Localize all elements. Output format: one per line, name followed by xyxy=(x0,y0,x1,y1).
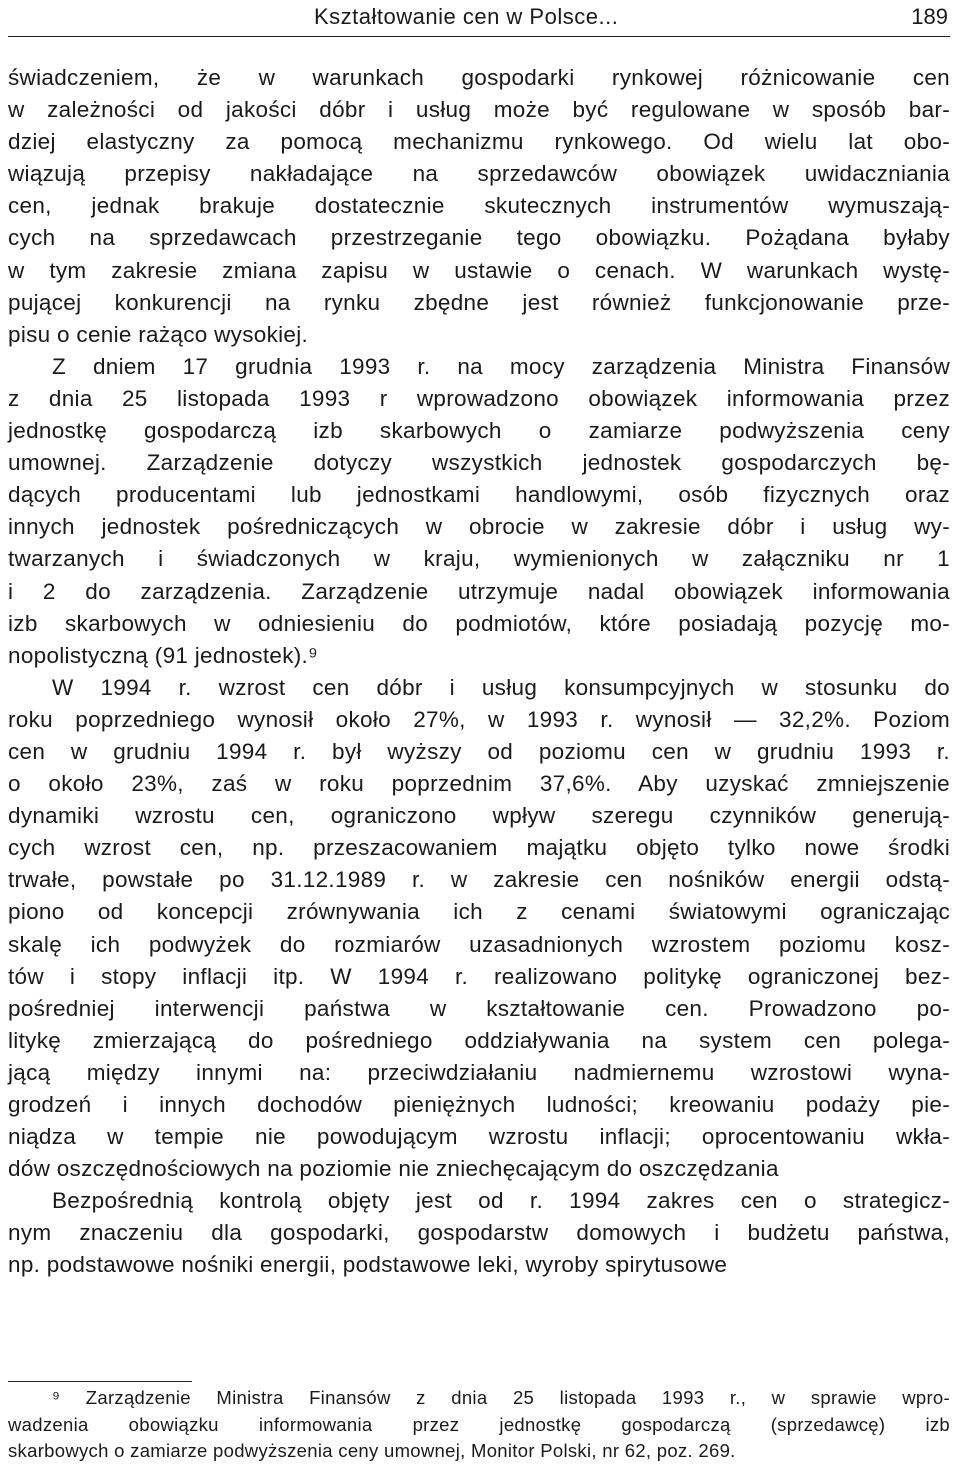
text-line: dynamiki wzrostu cen, ograniczono wpływ szeregu czynników generują- xyxy=(8,803,950,829)
text-line: dów oszczędnościowych na poziomie nie zniechęcającym do oszczędzania xyxy=(8,1156,779,1182)
paragraph xyxy=(8,62,950,351)
footnote-line: ⁹ Zarządzenie Ministra Finansów z dnia 25 listopada 1993 r., w sprawie wpro- xyxy=(52,1387,950,1408)
text-line: W 1994 r. wzrost cen dóbr i usług konsumpcyjnych w stosunku do xyxy=(52,674,950,700)
text-line: świadczeniem, że w warunkach gospodarki rynkowej różnicowanie cen xyxy=(8,65,950,90)
text-line: pośredniej interwencji państwa w kształtowanie cen. Prowadzono po- xyxy=(8,995,950,1021)
text-line: niądza w tempie nie powodującym wzrostu inflacji; oprocentowaniu wkła- xyxy=(8,1124,950,1150)
text-line: Z dniem 17 grudnia 1993 r. na mocy zarządzenia Ministra Finansów xyxy=(52,353,950,379)
text-line: grodzeń i innych dochodów pieniężnych ludności; kreowaniu podaży pie- xyxy=(8,1092,950,1117)
text-line: pisu o cenie rażąco wysokiej. xyxy=(8,321,309,347)
text-line: piono od koncepcji zrównywania ich z cenami światowymi ograniczając xyxy=(8,899,950,925)
text-line: cych wzrost cen, np. przeszacowaniem majątku objęto tylko nowe środki xyxy=(8,835,950,861)
footnote-rule xyxy=(8,1381,192,1382)
footnote-line: skarbowych o zamiarze podwyższenia ceny umownej, Monitor Polski, nr 62, poz. 269. xyxy=(8,1440,736,1461)
text-line: roku poprzedniego wynosił około 27%, w 1993 r. wynosił — 32,2%. Poziom xyxy=(8,706,950,732)
text-line: w zależności od jakości dóbr i usług może być regulowane w sposób bar- xyxy=(8,97,950,123)
text-line: tów i stopy inflacji itp. W 1994 r. realizowano politykę ograniczonej bez- xyxy=(8,963,950,989)
paragraph xyxy=(8,672,950,1186)
footnote-line: wadzenia obowiązku informowania przez jednostkę gospodarczą (sprzedawcę) izb xyxy=(8,1413,950,1435)
text-line: izb skarbowych w odniesieniu do podmiotów, które posiadają pozycję mo- xyxy=(8,610,950,636)
paragraph xyxy=(8,1185,950,1281)
text-line: trwałe, powstałe po 31.12.1989 r. w zakresie cen nośników energii odstą- xyxy=(8,867,950,893)
text-line: jącą między innymi na: przeciwdziałaniu nadmiernemu wzrostowi wyna- xyxy=(8,1059,950,1085)
text-line: cen, jednak brakuje dostatecznie skutecznych instrumentów wymuszają- xyxy=(8,193,950,219)
text-line: nopolistyczną (91 jednostek).⁹ xyxy=(8,642,319,668)
running-title: Kształtowanie cen w Polsce... xyxy=(314,4,619,29)
text-line: cych na sprzedawcach przestrzeganie tego obowiązku. Pożądana byłaby xyxy=(8,225,950,251)
text-line: twarzanych i świadczonych w kraju, wymienionych w załączniku nr 1 xyxy=(8,546,950,572)
text-line: w tym zakresie zmiana zapisu w ustawie o cenach. W warunkach wystę- xyxy=(8,257,950,283)
text-line: i 2 do zarządzenia. Zarządzenie utrzymuje nadal obowiązek informowania xyxy=(8,578,950,604)
text-line: cen w grudniu 1994 r. był wyższy od poziomu cen w grudniu 1993 r. xyxy=(8,738,950,764)
page-number: 189 xyxy=(911,4,948,29)
text-line: innych jednostek pośredniczących w obrocie w zakresie dóbr i usług wy- xyxy=(8,514,950,540)
text-line: nym znaczeniu dla gospodarki, gospodarstw domowych i budżetu państwa, xyxy=(8,1220,950,1246)
text-line: jednostkę gospodarczą izb skarbowych o zamiarze podwyższenia ceny xyxy=(8,418,950,444)
text-line: umownej. Zarządzenie dotyczy wszystkich jednostek gospodarczych bę- xyxy=(8,450,950,476)
text-line: dziej elastyczny za pomocą mechanizmu rynkowego. Od wielu lat obo- xyxy=(8,129,950,155)
body-text xyxy=(8,62,950,1282)
text-line: z dnia 25 listopada 1993 r wprowadzono obowiązek informowania przez xyxy=(8,385,950,411)
text-line: litykę zmierzającą do pośredniego oddziaływania na system cen polega- xyxy=(8,1027,950,1053)
text-line: Bezpośrednią kontrolą objęty jest od r. 1994 zakres cen o strategicz- xyxy=(52,1188,950,1214)
footnote xyxy=(8,1385,950,1465)
text-line: o około 23%, zaś w roku poprzednim 37,6%. Aby uzyskać zmniejszenie xyxy=(8,771,950,797)
running-header xyxy=(8,0,950,36)
header-rule xyxy=(8,36,950,37)
text-line: skalę ich podwyżek do rozmiarów uzasadnionych wzrostem poziomu kosz- xyxy=(8,931,950,957)
paragraph xyxy=(8,351,950,672)
text-line: np. podstawowe nośniki energii, podstawowe leki, wyroby spirytusowe xyxy=(8,1252,728,1278)
text-line: pującej konkurencji na rynku zbędne jest również funkcjonowanie prze- xyxy=(8,289,950,315)
text-line: dących producentami lub jednostkami handlowymi, osób fizycznych oraz xyxy=(8,482,950,508)
text-line: wiązują przepisy nakładające na sprzedawców obowiązek uwidaczniania xyxy=(8,161,950,187)
